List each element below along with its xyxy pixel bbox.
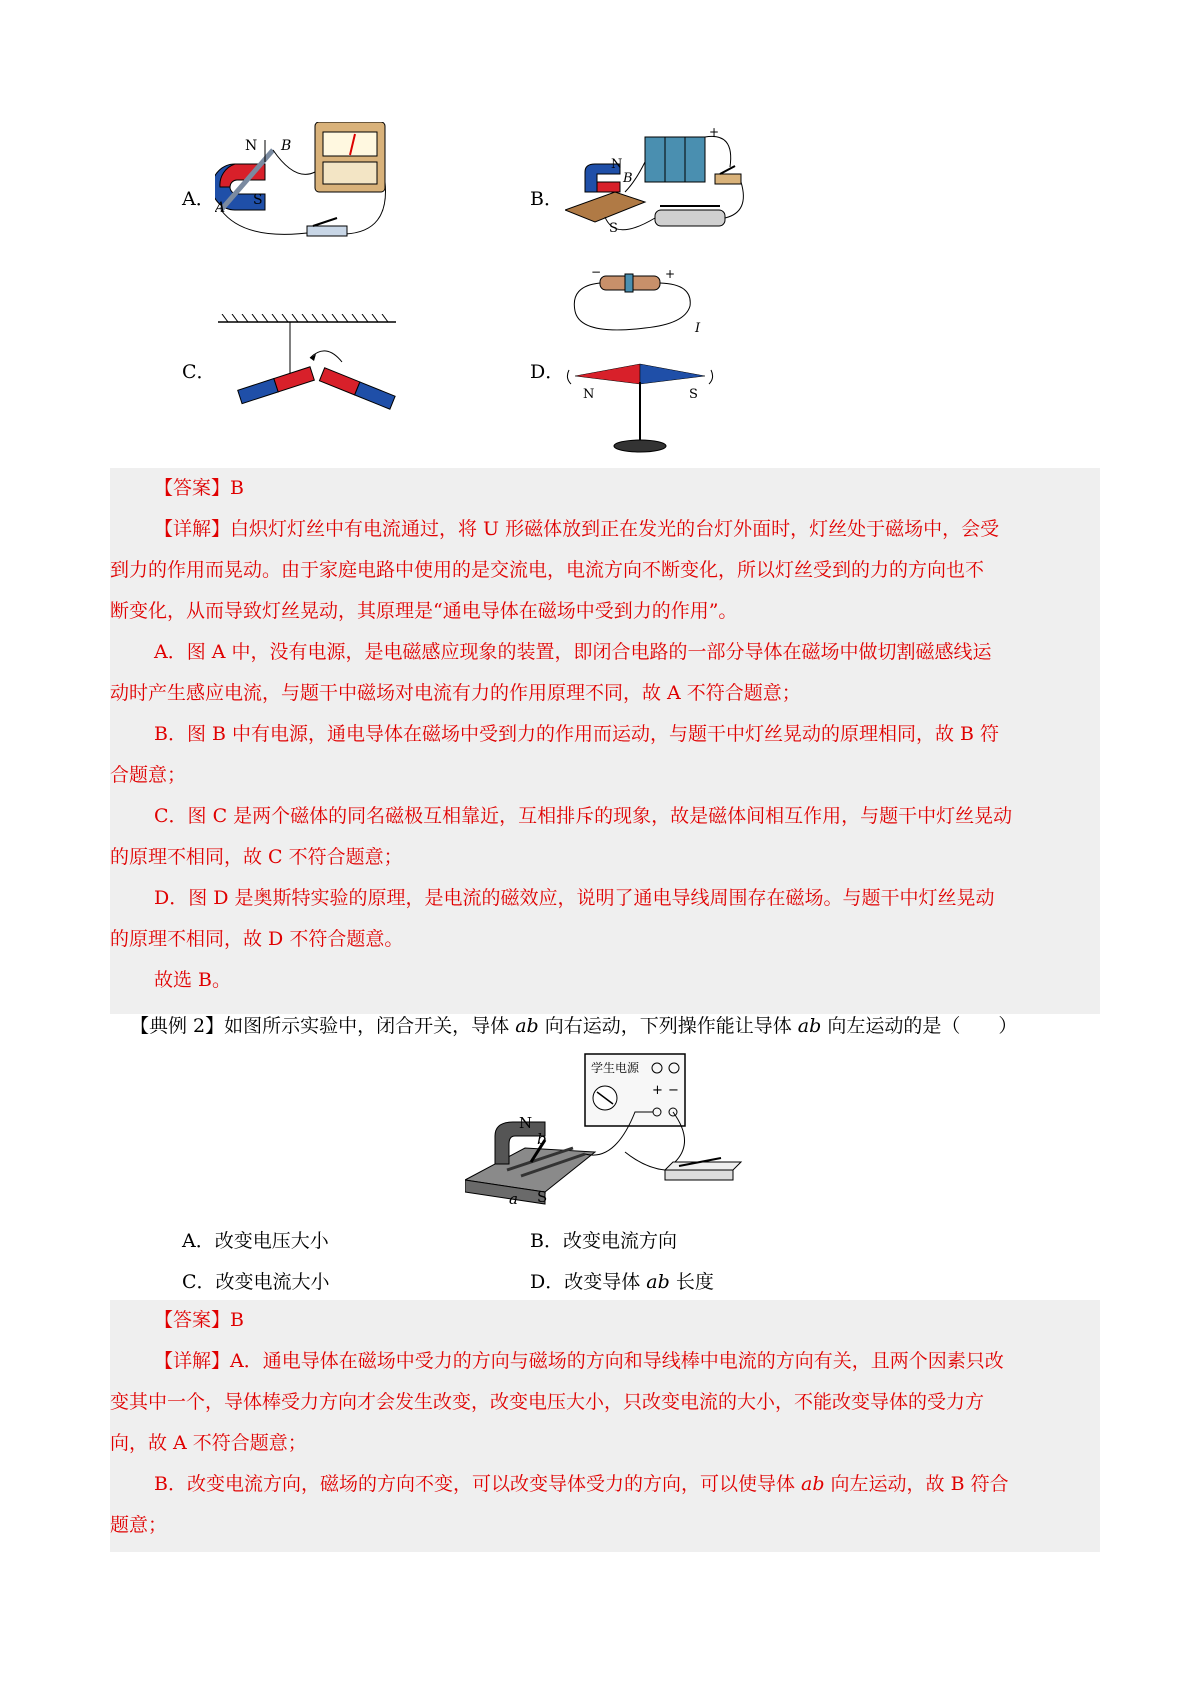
label-s: S [537,1188,548,1206]
detail-line-1 [110,509,1100,549]
question-text: 向右运动，下列操作能让导体 [538,1015,798,1037]
answer-line [110,468,1100,508]
detail-line-3: 断变化，从而导致灯丝晃动，其原理是“通电导体在磁场中受到力的作用”。 [110,600,738,622]
detail-tag: 【详解】 [154,1350,231,1372]
option-b-label: B． [530,188,563,210]
label-n: N [611,157,623,172]
label-s: S [689,387,698,402]
label-b: B [623,171,633,186]
label-plus: + [665,267,676,281]
question-text: 如图所示实验中，闭合开关，导体 [224,1015,516,1037]
figure-b-motor [565,122,755,257]
analysis-d-line-2: 的原理不相同，故 D 不符合题意。 [110,928,404,950]
detail-line-2: 变其中一个，导体棒受力方向才会发生改变，改变电压大小，只改变电流的大小，不能改变导体的受力方 [110,1391,985,1413]
answer-line [110,1300,1100,1340]
analysis-text: 向左运动，故 B 符合 [824,1473,1009,1495]
detail-line-2: 到力的作用而晃动。由于家庭电路中使用的是交流电，电流方向不断变化，所以灯丝受到的力的方向也不 [110,559,985,581]
figure-example-2 [465,1052,745,1210]
analysis-b-line-1: B．图 B 中有电源，通电导体在磁场中受到力的作用而运动，与题干中灯丝晃动的原理相同，故 B 符 [154,723,1000,745]
choice-d-text: D．改变导体 [530,1271,647,1293]
detail-line-3: 向，故 A 不符合题意； [110,1432,307,1454]
answer-box-1 [110,468,1100,1014]
option-a-label: A． [182,188,215,210]
var-ab: ab [797,1015,822,1037]
terminal-plus: + [652,1083,663,1098]
detail-line-1 [110,1341,1100,1381]
label-s: S [609,221,618,236]
analysis-b-line-2: 合题意； [110,764,187,786]
option-c-label: C． [182,361,216,383]
choice-d-text: 长度 [669,1271,714,1293]
figure-c-magnets [218,314,398,414]
power-supply-label: 学生电源 [591,1061,640,1075]
answer-box-2 [110,1300,1100,1552]
label-s: S [253,192,263,208]
label-n: N [519,1114,533,1132]
analysis-text: B．改变电流方向，磁场的方向不变，可以改变导体受力的方向，可以使导体 [154,1473,802,1495]
analysis-d-line-1: D．图 D 是奥斯特实验的原理，是电流的磁效应，说明了通电导线周围存在磁场。与题干中灯丝晃动 [154,887,995,909]
label-b: b [537,1130,547,1148]
label-n: N [583,387,595,402]
choice-c: C．改变电流大小 [182,1271,330,1293]
choice-d [530,1267,714,1294]
figure-d-oersted [565,266,725,454]
analysis-b-line-2: 题意； [110,1514,168,1536]
label-plus: + [709,125,720,139]
choice-b: B．改变电流方向 [530,1230,677,1252]
detail-tag: 【详解】 [154,518,231,540]
analysis-a-line-1: A．图 A 中，没有电源，是电磁感应现象的装置，即闭合电路的一部分导体在磁场中做切割磁感线运 [154,641,992,663]
label-minus: − [591,266,602,279]
detail-text: A．通电导体在磁场中受力的方向与磁场的方向和导线棒中电流的方向有关，且两个因素只改 [230,1350,1004,1372]
answer-value: B [230,477,244,499]
label-b: B [281,138,292,154]
analysis-c-line-2: 的原理不相同，故 C 不符合题意； [110,846,403,868]
detail-text: 白炽灯灯丝中有电流通过，将 U 形磁体放到正在发光的台灯外面时，灯丝处于磁场中，会受 [230,518,1000,540]
analysis-c-line-1: C．图 C 是两个磁体的同名磁极互相靠近，互相排斥的现象，故是磁体间相互作用，与题干中灯丝晃动 [154,805,1013,827]
label-n: N [245,138,258,154]
answer-tag: 【答案】 [154,477,231,499]
option-d-label: D． [530,361,565,383]
example-tag: 【典例 2】 [130,1015,225,1037]
example-2-question [130,1006,1017,1046]
answer-tag: 【答案】 [154,1309,231,1331]
label-i: I [695,321,701,336]
analysis-a-line-2: 动时产生感应电流，与题干中磁场对电流有力的作用原理不同，故 A 不符合题意； [110,682,801,704]
question-text: 向左运动的是（ ） [821,1015,1018,1037]
var-ab: ab [515,1015,539,1037]
label-a: A [215,200,226,216]
conclusion: 故选 B。 [154,969,232,991]
label-a: a [509,1190,518,1208]
answer-value: B [230,1309,244,1331]
var-ab: ab [646,1271,670,1293]
figure-a-induction [215,122,400,267]
choice-a: A．改变电压大小 [182,1230,329,1252]
analysis-b-line-1 [110,1464,1100,1504]
var-ab: ab [801,1473,825,1495]
terminal-minus: − [668,1083,679,1098]
